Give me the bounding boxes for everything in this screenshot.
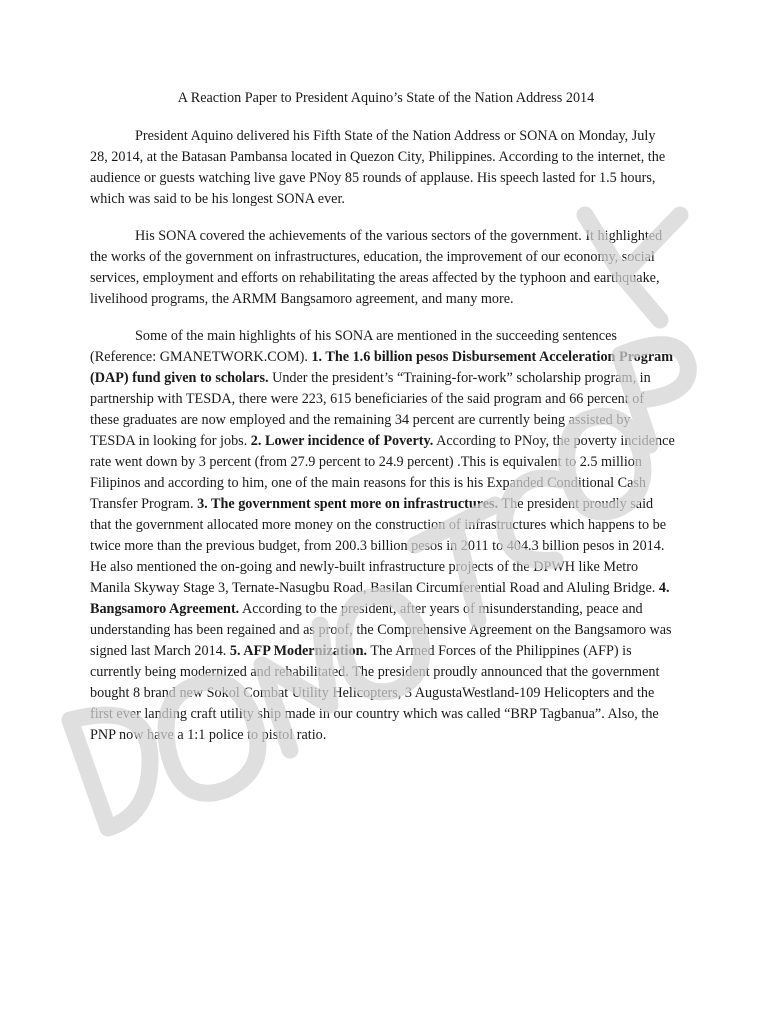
- paragraph-intro: President Aquino delivered his Fifth State of the Nation Address or SONA on Monday, July 28, 2014, at the Batasan Pambansa located in Quezon City, Philippines. According to the internet, the audience or guests watching live gave PNoy 85 rounds of applause. His speech lasted for 1.5 hours, which was said to be his longest SONA ever.: [90, 128, 666, 207]
- highlight-text-bangsamoro: According to the president, after years of misunderstanding, peace and understanding has been regained and as proof, the Comprehensive Agreement on the Bangsamoro was signed last March 2014.: [90, 601, 672, 659]
- highlight-heading-poverty: 2. Lower incidence of Poverty.: [250, 433, 434, 449]
- highlight-text-poverty: According to PNoy, the poverty incidence rate went down by 3 percent (from 27.9 percent to 24.9 percent) .This is equivalent to 2.5 million Filipinos and according to him, one of the main reasons for this is his Expanded Conditional Cash Transfer Program.: [90, 433, 675, 512]
- highlight-heading-dap: 1. The 1.6 billion pesos Disbursement Acceleration Program (DAP) fund given to scholars.: [90, 349, 674, 386]
- document-page: [90, 88, 676, 762]
- paragraph-coverage: His SONA covered the achievements of the various sectors of the government. It highlighted the works of the government on infrastructures, education, the improvement of our economy, social services, employment and efforts on rehabilitating the areas affected by the typhoon and earthquake, livelihood programs, the ARMM Bangsamoro agreement, and many more.: [90, 228, 663, 307]
- paragraph-highlights: [90, 326, 676, 746]
- highlight-text-dap: Under the president’s “Training-for-work” scholarship program, in partnership with TESDA, there were 223, 615 beneficiaries of the said program and 66 percent of these graduates are now employed and the remaining 34 percent are currently being assisted by TESDA in looking for jobs.: [90, 370, 651, 449]
- highlight-text-infrastructure: The president proudly said that the government allocated more money on the construction of infrastructures which happens to be twice more than the previous budget, from 200.3 billion pesos in 2011 to 404.3 billion pesos in 2014. He also mentioned the on-going and newly-built infrastructure projects of the DPWH like Metro Manila Skyway Stage 3, Ternate-Nasugbu Road, Basilan Circumferential Road and Aluling Bridge.: [90, 496, 666, 596]
- highlight-text-afp: The Armed Forces of the Philippines (AFP) is currently being modernized and rehabilitated. The president proudly announced that the government bought 8 brand new Sokol Combat Utility Helicopters, 3 AugustaWestland-109 Helicopters and the first ever landing craft utility ship made in our country which was called “BRP Tagbanua”. Also, the PNP now have a 1:1 police to pistol ratio.: [90, 643, 660, 743]
- highlight-heading-afp: 5. AFP Modernization.: [229, 643, 368, 659]
- highlight-heading-bangsamoro: 4. Bangsamoro Agreement.: [90, 580, 670, 617]
- document-title: A Reaction Paper to President Aquino’s State of the Nation Address 2014: [177, 90, 595, 106]
- highlights-intro: Some of the main highlights of his SONA are mentioned in the succeeding sentences (Reference: GMANETWORK.COM).: [90, 328, 617, 365]
- highlight-heading-infrastructure: 3. The government spent more on infrastructures.: [197, 496, 499, 512]
